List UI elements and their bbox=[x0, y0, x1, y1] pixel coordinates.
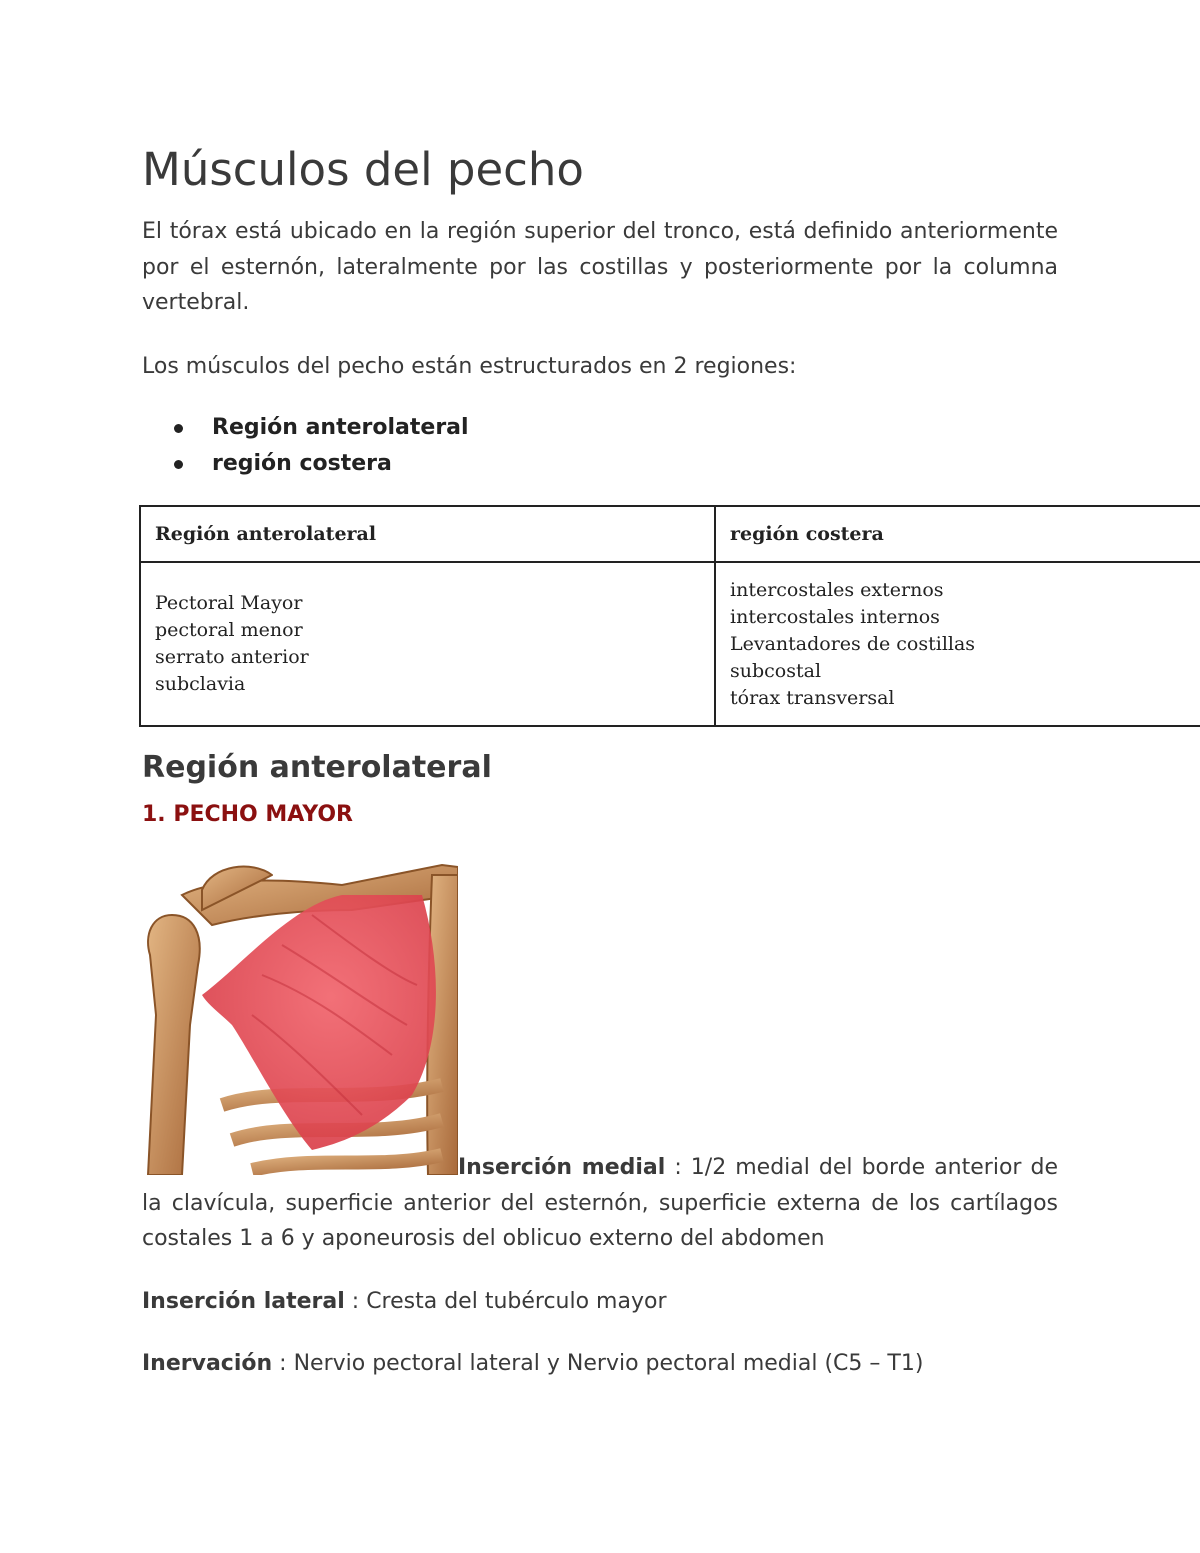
table-cell-line: Pectoral Mayor bbox=[155, 592, 303, 614]
bullet-dot-icon bbox=[174, 424, 183, 433]
table-header-cell: Región anterolateral bbox=[140, 506, 715, 562]
table-row bbox=[140, 562, 1200, 726]
table-cell-line: tórax transversal bbox=[730, 686, 895, 709]
pectoralis-major-illustration bbox=[142, 855, 458, 1175]
inervacion-paragraph bbox=[142, 1346, 923, 1382]
table-cell-line: Levantadores de costillas bbox=[730, 632, 976, 655]
insercion-lateral-label: Inserción lateral bbox=[142, 1289, 345, 1314]
table-cell-line: serrato anterior bbox=[155, 646, 309, 668]
pectoralis-major-svg bbox=[142, 855, 458, 1175]
insercion-lateral-paragraph bbox=[142, 1284, 667, 1320]
insercion-lateral-text: : Cresta del tubérculo mayor bbox=[344, 1289, 667, 1314]
table-cell-line: subclavia bbox=[155, 673, 246, 695]
regions-intro-paragraph: Los músculos del pecho están estructurados en 2 regiones: bbox=[142, 354, 797, 379]
regions-bullet-list bbox=[142, 410, 469, 481]
insercion-medial-text: : 1/2 medial del borde anterior de la clavícula, superficie anterior del esternón, superficie externa de los cartílagos costales 1 a 6 y aponeurosis del oblicuo externo del abdomen bbox=[142, 1155, 1058, 1251]
table-cell-line: subcostal bbox=[730, 659, 822, 682]
inervacion-text: : Nervio pectoral lateral y Nervio pectoral medial (C5 – T1) bbox=[272, 1351, 924, 1376]
table-header-cell: región costera bbox=[715, 506, 1200, 562]
bullet-dot-icon bbox=[174, 460, 183, 469]
bullet-item: región costera bbox=[142, 446, 469, 482]
table-cell-costera bbox=[715, 562, 1200, 726]
subsection-heading: 1. PECHO MAYOR bbox=[142, 802, 353, 827]
table-cell-line: pectoral menor bbox=[155, 619, 303, 641]
section-heading: Región anterolateral bbox=[142, 750, 492, 785]
insercion-medial-label: Inserción medial bbox=[458, 1155, 666, 1180]
table-cell-line: intercostales internos bbox=[730, 605, 940, 628]
muscle-regions-table bbox=[139, 505, 1200, 727]
inervacion-label: Inervación bbox=[142, 1351, 273, 1376]
table-header-row bbox=[140, 506, 1200, 562]
table-cell-anterolateral bbox=[140, 562, 715, 726]
table-cell-line: intercostales externos bbox=[730, 578, 944, 601]
bullet-item: Región anterolateral bbox=[142, 410, 469, 446]
intro-paragraph: El tórax está ubicado en la región superior del tronco, está definido anteriormente por el esternón, lateralmente por las costillas y posteriormente por la columna vertebral. bbox=[142, 219, 1058, 315]
insercion-medial-paragraph bbox=[142, 1150, 1058, 1257]
page-title: Músculos del pecho bbox=[142, 143, 584, 196]
